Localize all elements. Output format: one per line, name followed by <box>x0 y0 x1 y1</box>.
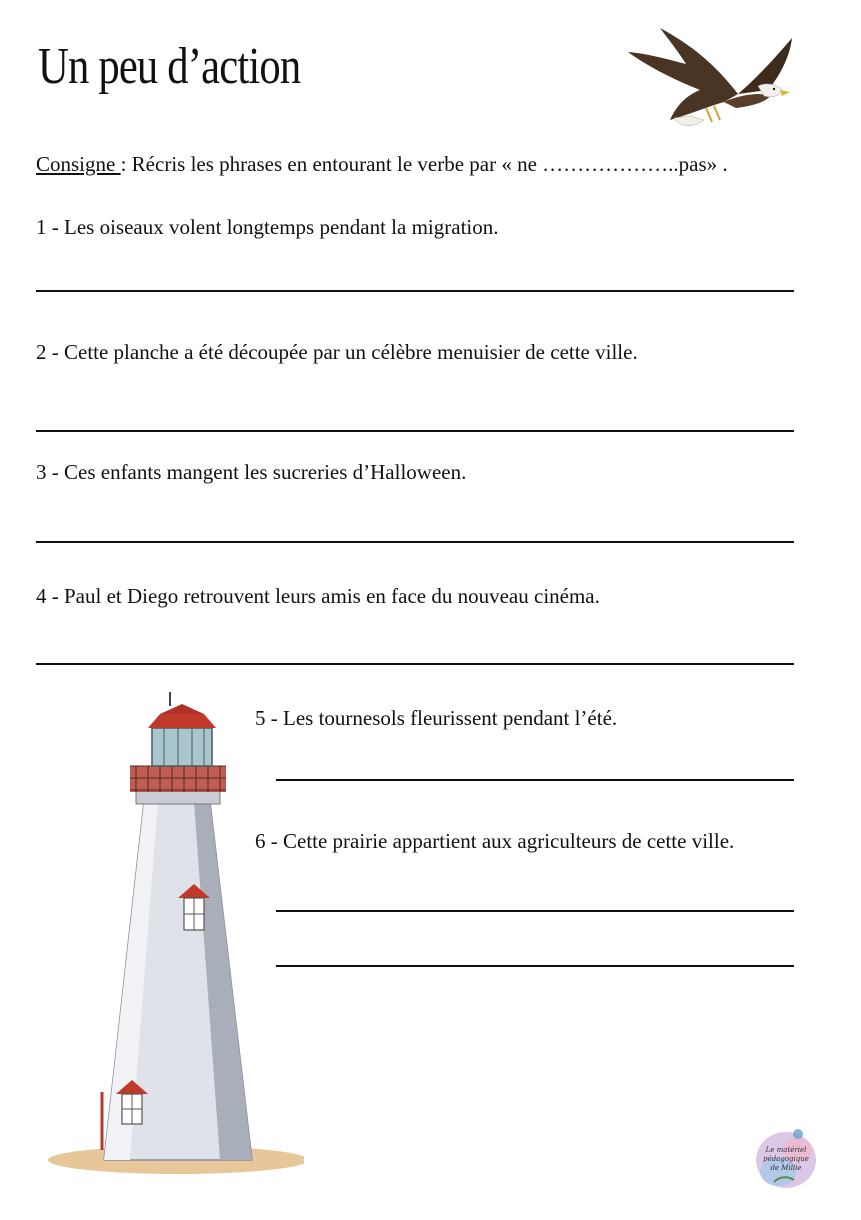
answer-line-2[interactable] <box>36 430 794 432</box>
eagle-icon <box>620 24 798 134</box>
question-2: 2 - Cette planche a été découpée par un célèbre menuisier de cette ville. <box>36 340 638 364</box>
page-title: Un peu d’action <box>38 38 301 95</box>
instruction-text: : Récris les phrases en entourant le verbe par « ne ………………..pas» . <box>120 152 728 176</box>
question-4: 4 - Paul et Diego retrouvent leurs amis en face du nouveau cinéma. <box>36 584 600 608</box>
question-3: 3 - Ces enfants mangent les sucreries d’Halloween. <box>36 460 467 484</box>
author-logo <box>748 1120 824 1196</box>
instruction <box>36 152 728 177</box>
lighthouse-icon <box>44 690 304 1176</box>
question-1: 1 - Les oiseaux volent longtemps pendant la migration. <box>36 215 499 239</box>
answer-line-6b[interactable] <box>276 965 794 967</box>
answer-line-5[interactable] <box>276 779 794 781</box>
instruction-label: Consigne <box>36 152 121 176</box>
question-5: 5 - Les tournesols fleurissent pendant l’été. <box>255 706 618 730</box>
logo-text: Le matériel pédagogique de Millie <box>763 1146 809 1172</box>
answer-line-1[interactable] <box>36 290 794 292</box>
answer-line-4[interactable] <box>36 663 794 665</box>
question-6: 6 - Cette prairie appartient aux agriculteurs de cette ville. <box>255 829 735 853</box>
answer-line-3[interactable] <box>36 541 794 543</box>
answer-line-6a[interactable] <box>276 910 794 912</box>
